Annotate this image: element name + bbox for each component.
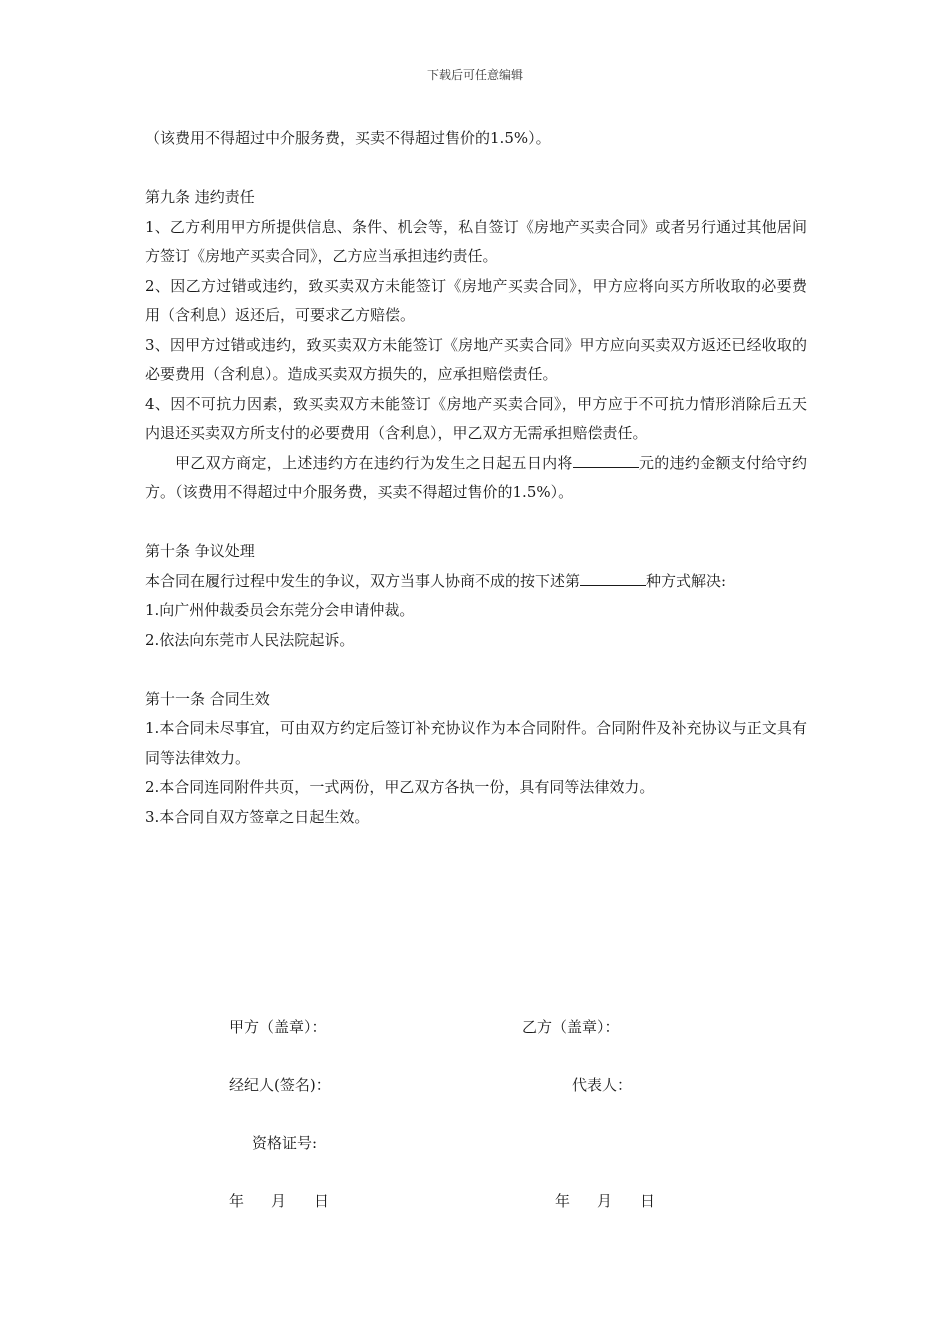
article-9-item-1: 1、乙方利用甲方所提供信息、条件、机会等，私自签订《房地产买卖合同》或者另行通过其他居间方签订《房地产买卖合同》，乙方应当承担违约责任。 xyxy=(145,217,807,265)
article-11-title: 第十一条 合同生效 xyxy=(145,689,270,708)
penalty-text-after: 元的违约金额支付给守约方。（该费用不得超过中介服务费，买卖不得超过售价的1.5%）。 xyxy=(145,453,807,501)
article-9-penalty xyxy=(145,449,807,508)
article-9-item-3: 3、因甲方过错或违约，致买卖双方未能签订《房地产买卖合同》甲方应向买卖双方返还已经收取的必要费用（含利息）。造成买卖双方损失的，应承担赔偿责任。 xyxy=(145,335,807,383)
article-10-lead xyxy=(145,567,807,597)
article-11-item-2: 2.本合同连同附件共页，一式两份，甲乙双方各执一份，具有同等法律效力。 xyxy=(145,778,655,796)
agent-signature-label: 经纪人(签名)： xyxy=(229,1076,331,1094)
article-10-title: 第十条 争议处理 xyxy=(145,542,255,560)
article-11-item-3: 3.本合同自双方签章之日起生效。 xyxy=(145,807,370,826)
article-10-option-2: 2.依法向东莞市人民法院起诉。 xyxy=(145,630,355,649)
representative-label: 代表人： xyxy=(572,1076,633,1094)
intro-line: （该费用不得超过中介服务费，买卖不得超过售价的1.5%）。 xyxy=(145,129,551,147)
dispute-text-before: 本合同在履行过程中发生的争议，双方当事人协商不成的按下述第 xyxy=(145,571,581,590)
article-9-item-4: 4、因不可抗力因素，致买卖双方未能签订《房地产买卖合同》，甲方应于不可抗力情形消除后五天内退还买卖双方所支付的必要费用（含利息），甲乙双方无需承担赔偿责任。 xyxy=(145,394,807,442)
party-b-date xyxy=(555,1190,655,1211)
month-label: 月 xyxy=(271,1192,287,1210)
year-label: 年 xyxy=(555,1192,571,1210)
dispute-text-after: 种方式解决: xyxy=(646,571,727,590)
penalty-text-before: 甲乙双方商定，上述违约方在违约行为发生之日起五日内将 xyxy=(175,453,573,472)
day-label: 日 xyxy=(314,1192,330,1210)
month-label: 月 xyxy=(597,1192,613,1210)
dispute-option-blank[interactable] xyxy=(580,569,646,586)
article-11-item-1: 1.本合同未尽事宜，可由双方约定后签订补充协议作为本合同附件。合同附件及补充协议与正文具有同等法律效力。 xyxy=(145,719,807,767)
article-9-title: 第九条 违约责任 xyxy=(145,188,255,206)
page-header: 下载后可任意编辑 xyxy=(426,68,523,82)
party-a-date xyxy=(229,1190,329,1211)
article-9-item-2: 2、因乙方过错或违约，致买卖双方未能签订《房地产买卖合同》，甲方应将向买方所收取的必要费用（含利息）返还后，可要求乙方赔偿。 xyxy=(145,276,807,324)
article-10-option-1: 1.向广州仲裁委员会东莞分会申请仲裁。 xyxy=(145,601,415,619)
party-b-seal-label: 乙方（盖章）： xyxy=(522,1018,620,1036)
penalty-amount-blank[interactable] xyxy=(573,451,639,468)
day-label: 日 xyxy=(640,1192,656,1210)
qualification-number-label: 资格证号: xyxy=(252,1134,318,1152)
year-label: 年 xyxy=(229,1192,245,1210)
contract-body xyxy=(145,124,807,832)
party-a-seal-label: 甲方（盖章）： xyxy=(229,1018,327,1036)
